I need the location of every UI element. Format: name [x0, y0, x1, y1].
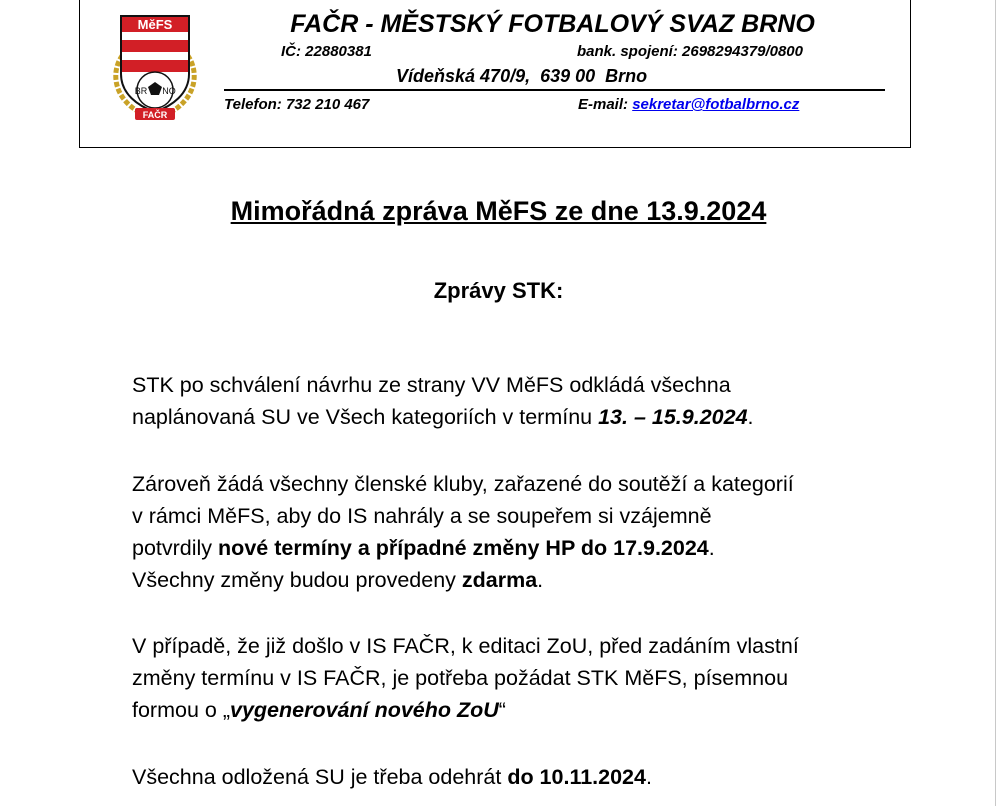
header-rule — [224, 89, 885, 91]
p1-line2-a: naplánovaná SU ve Všech kategoriích v termínu — [132, 405, 599, 429]
p4-line1-a: Všechna odložená SU je třeba odehrát — [132, 765, 508, 789]
logo-mid-left: BR — [134, 86, 148, 96]
p1-date-range: 13. – 15.9.2024 — [598, 405, 748, 429]
shield-red-stripe-2 — [122, 60, 188, 72]
letterhead — [79, 0, 911, 148]
paragraph-final-deadline — [132, 761, 892, 793]
p3-regenerate: vygenerování nového ZoU — [229, 698, 499, 722]
p4-line1-c: . — [645, 765, 652, 789]
ico-number: IČ: 22880381 — [281, 43, 372, 60]
p2-line2: v rámci MěFS, aby do IS nahrály a se soupeřem si vzájemně — [132, 504, 712, 528]
p3-line2: změny termínu v IS FAČR, je potřeba požádat STK MěFS, písemnou — [132, 666, 789, 690]
logo-top-text: MěFS — [137, 17, 173, 32]
p3-line3-a: formou o „ — [132, 698, 230, 722]
mefs-logo — [105, 12, 205, 122]
p2-deadline: nové termíny a případné změny HP do 17.9.2024 — [218, 536, 709, 560]
paragraph-postponement — [132, 369, 892, 433]
org-name: FAČR - MĚSTSKÝ FOTBALOVÝ SVAZ BRNO — [290, 10, 815, 38]
p2-line4-a: Všechny změny budou provedeny — [132, 568, 462, 592]
section-title: Zprávy STK: — [433, 278, 564, 303]
p2-line1: Zároveň žádá všechny členské kluby, zařazené do soutěží a kategorií — [132, 472, 794, 496]
p1-line2-c: . — [747, 405, 754, 429]
email-line — [578, 96, 799, 113]
logo-mid-right: NO — [162, 86, 176, 96]
p2-line4-c: . — [537, 568, 544, 592]
logo-bottom-text: FAČR — [142, 110, 168, 120]
p2-line3-a: potvrdily — [132, 536, 219, 560]
bank-account: bank. spojení: 2698294379/0800 — [577, 43, 803, 60]
p2-line3-c: . — [708, 536, 715, 560]
email-link[interactable]: sekretar@fotbalbrno.cz — [632, 96, 800, 113]
p1-line1: STK po schválení návrhu ze strany VV MěFS odkládá všechna — [132, 373, 731, 397]
phone: Telefon: 732 210 467 — [224, 96, 370, 113]
paragraph-zou-edit — [132, 630, 892, 726]
email-label: E-mail: — [578, 96, 633, 113]
p3-line3-c: “ — [498, 698, 506, 722]
document-title: Mimořádná zpráva MěFS ze dne 13.9.2024 — [230, 196, 767, 226]
p2-free: zdarma — [461, 568, 538, 592]
address: Vídeňská 470/9, 639 00 Brno — [396, 66, 648, 86]
paragraph-clubs-request — [132, 468, 892, 596]
p3-line1: V případě, že již došlo v IS FAČR, k editaci ZoU, před zadáním vlastní — [132, 634, 799, 658]
p4-deadline: do 10.11.2024 — [507, 765, 646, 789]
shield-red-stripe — [122, 40, 188, 52]
